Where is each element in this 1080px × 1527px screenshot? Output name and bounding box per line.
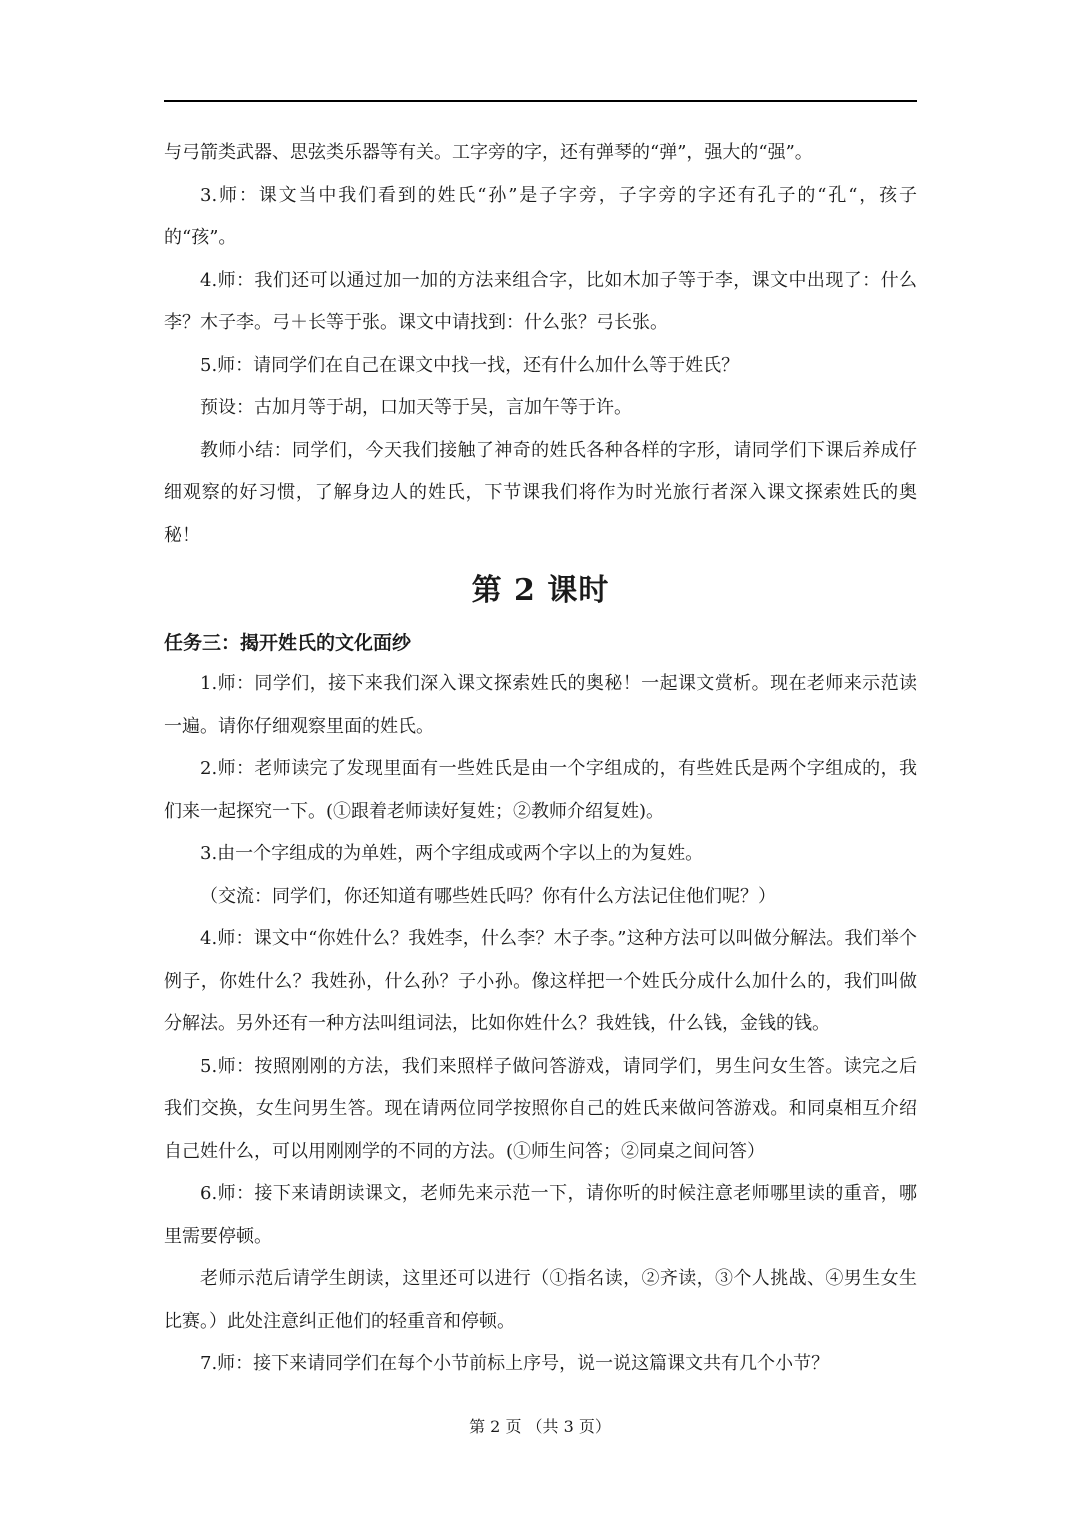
paragraph: 5.师：请同学们在自己在课文中找一找，还有什么加什么等于姓氏？ bbox=[200, 354, 740, 376]
lesson-title: 第 2 课时 bbox=[471, 573, 610, 608]
paragraph: （交流：同学们，你还知道有哪些姓氏吗？你有什么方法记住他们呢？） bbox=[200, 885, 776, 907]
paragraph: 4.师：我们还可以通过加一加的方法来组合字，比如木加子等于李，课文中出现了：什么李？木子李。弓＋长等于张。课文中请找到：什么张？弓长张。 bbox=[164, 269, 917, 333]
paragraph: 5.师：按照刚刚的方法，我们来照样子做问答游戏，请同学们，男生问女生答。读完之后我们交换，女生问男生答。现在请两位同学按照你自己的姓氏来做问答游戏。和同桌相互介绍自己姓什么，可以用刚刚学的不同的方法。(①师生问答；②同桌之间问答） bbox=[164, 1055, 917, 1162]
task-heading: 任务三：揭开姓氏的文化面纱 bbox=[164, 632, 412, 654]
paragraph: 1.师：同学们，接下来我们深入课文探索姓氏的奥秘！一起课文赏析。现在老师来示范读一遍。请你仔细观察里面的姓氏。 bbox=[164, 673, 917, 737]
paragraph: 3.师：课文当中我们看到的姓氏“孙”是子字旁，子字旁的字还有孔子的“孔“，孩子的“孩”。 bbox=[164, 184, 917, 248]
paragraph: 4.师：课文中“你姓什么？我姓李，什么李？木子李。”这种方法可以叫做分解法。我们举个例子，你姓什么？我姓孙，什么孙？子小孙。像这样把一个姓氏分成什么加什么的，我们叫做分解法。另外还有一种方法叫组词法，比如你姓什么？我姓钱，什么钱，金钱的钱。 bbox=[164, 928, 917, 1034]
paragraph: 2.师：老师读完了发现里面有一些姓氏是由一个字组成的，有些姓氏是两个字组成的，我们来一起探究一下。(①跟着老师读好复姓；②教师介绍复姓)。 bbox=[164, 758, 917, 822]
paragraph: 6.师：接下来请朗读课文，老师先来示范一下，请你听的时候注意老师哪里读的重音，哪里需要停顿。 bbox=[164, 1183, 917, 1247]
paragraph: 老师示范后请学生朗读，这里还可以进行（①指名读，②齐读，③个人挑战、④男生女生比赛。）此处注意纠正他们的轻重音和停顿。 bbox=[164, 1268, 917, 1332]
header-rule bbox=[164, 100, 917, 102]
page-body bbox=[164, 132, 917, 1386]
paragraph: 教师小结：同学们，今天我们接触了神奇的姓氏各种各样的字形，请同学们下课后养成仔细观察的好习惯，了解身边人的姓氏，下节课我们将作为时光旅行者深入课文探索姓氏的奥秘！ bbox=[164, 439, 917, 546]
paragraph: 3.由一个字组成的为单姓，两个字组成或两个字以上的为复姓。 bbox=[200, 843, 704, 864]
paragraph: 与弓箭类武器、思弦类乐器等有关。工字旁的字，还有弹琴的“弹”，强大的“强”。 bbox=[164, 142, 813, 163]
paragraph: 预设：古加月等于胡，口加天等于吴，言加午等于许。 bbox=[200, 397, 632, 418]
page-number-footer: 第 2 页 （共 3 页） bbox=[469, 1417, 611, 1436]
paragraph: 7.师：接下来请同学们在每个小节前标上序号，说一说这篇课文共有几个小节？ bbox=[200, 1353, 830, 1374]
